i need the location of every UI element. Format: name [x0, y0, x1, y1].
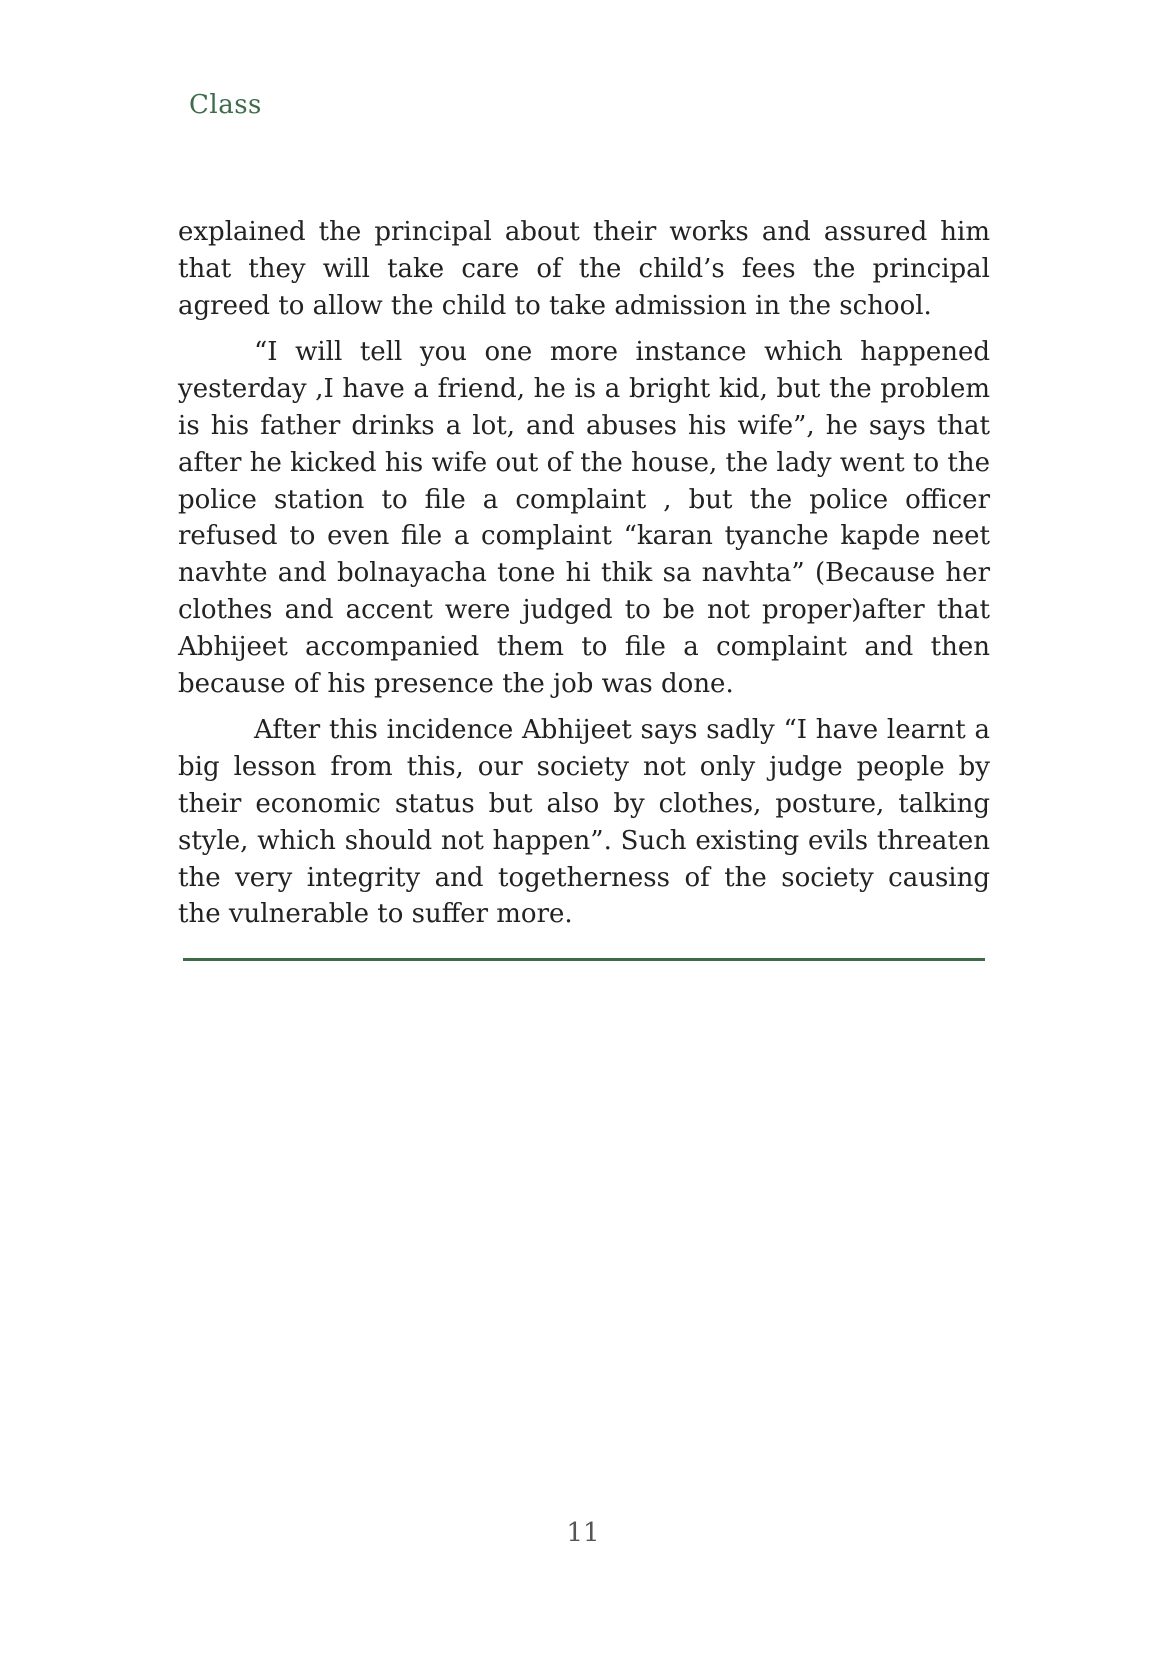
paragraph-lesson: After this incidence Abhijeet says sadly “I have learnt a big lesson from this, our society not only judge people by their economic status but also by clothes, posture, talking style, which should not happen”. Such existing evils threaten the very integrity and togetherness of the society causing the vulnerable to suffer more.	[178, 715, 990, 930]
running-header-title: Class	[189, 90, 262, 120]
section-divider	[183, 958, 985, 961]
paragraph-instance: “I will tell you one more instance which happened yesterday ,I have a friend, he is a bright kid, but the problem is his father drinks a lot, and abuses his wife”, he says that after he kicked his wife out of the house, the lady went to the police station to file a complaint , but the police officer refused to even file a complaint “karan tyanche kapde neet navhte and bolnayacha tone hi thik sa navhta” (Because her clothes and accent were judged to be not proper)after that Abhijeet accompanied them to file a complaint and then because of his presence the job was done.	[178, 337, 990, 699]
body-text	[178, 214, 990, 943]
page-number: 11	[566, 1518, 600, 1548]
paragraph-continuation: explained the principal about their works and assured him that they will take care of the child’s fees the principal agreed to allow the child to take admission in the school.	[178, 217, 990, 321]
